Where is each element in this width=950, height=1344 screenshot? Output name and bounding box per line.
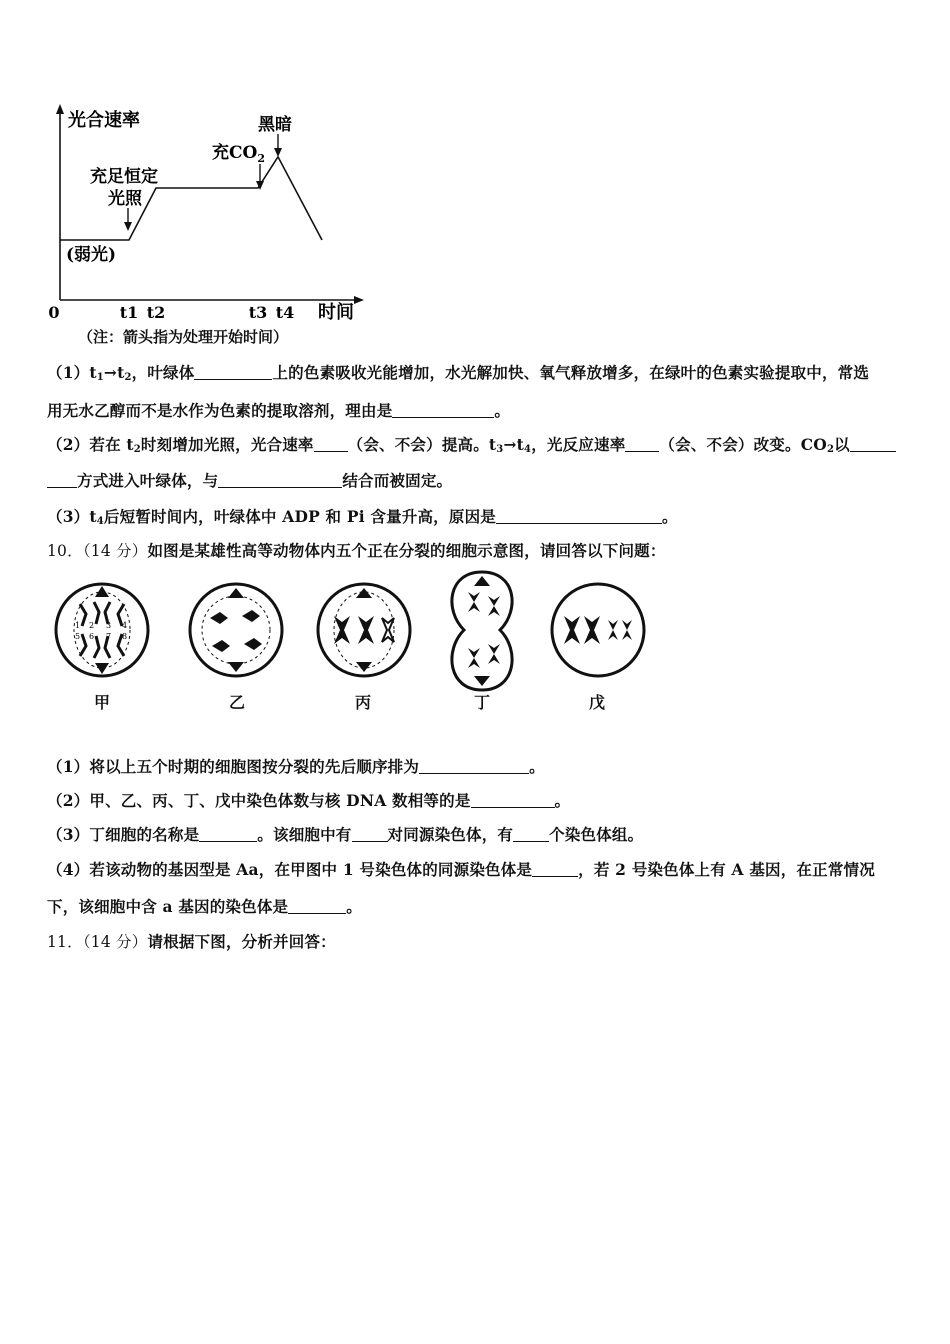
answer-blank[interactable] — [314, 437, 348, 452]
q10-stem: 10．（14 分）如图是某雄性高等动物体内五个正在分裂的细胞示意图，请回答以下问题： — [47, 541, 666, 560]
cell-jia — [56, 584, 148, 676]
figure-note: （注：箭头指为处理开始时间） — [78, 328, 289, 346]
x-axis-arrow — [354, 296, 364, 304]
q9-part2-line1: （2）若在 $t_2$时刻增加光照，光合速率 （会、不会）提高。$t_3\to t_4$，光反应速率 （会、不会）改变。$CO_2$以 — [47, 433, 896, 455]
q9-part2-line2: 方式进入叶绿体，与 结合而被固定。 — [47, 469, 452, 491]
chrom-num-1: 1 — [75, 621, 81, 630]
answer-blank[interactable] — [419, 759, 529, 774]
q11-stem: 11．（14 分）请根据下图，分析并回答： — [47, 932, 336, 951]
chrom-num-6: 6 — [89, 632, 95, 641]
chrom-num-8: 8 — [122, 632, 128, 641]
tick-t4: t4 — [275, 303, 295, 322]
answer-blank[interactable] — [218, 473, 342, 488]
answer-blank[interactable] — [392, 403, 494, 418]
chrom-num-2: 2 — [89, 621, 95, 630]
co2-label: 充$CO_2$ — [212, 143, 265, 165]
y-axis-arrow — [56, 104, 64, 114]
dark-label: 黑暗 — [258, 115, 292, 135]
light-label-line1: 充足恒定 — [90, 167, 158, 187]
q10-part1: （1）将以上五个时期的细胞图按分裂的先后顺序排为 。 — [47, 757, 545, 776]
cell-label-bing: 丙 — [355, 693, 372, 712]
q10-part3: （3）丁细胞的名称是 。该细胞中有 对同源染色体，有 个染色体组。 — [47, 825, 644, 844]
tick-t3: t3 — [248, 303, 268, 322]
q9-part1-line2: 用无水乙醇而不是水作为色素的提取溶剂，理由是 。 — [47, 401, 511, 420]
answer-blank[interactable] — [513, 827, 549, 842]
answer-blank[interactable] — [199, 827, 257, 842]
answer-blank[interactable] — [352, 827, 388, 842]
chrom-num-3: 3 — [106, 621, 112, 630]
chrom-num-5: 5 — [75, 632, 81, 641]
tick-0: 0 — [48, 303, 60, 322]
cell-label-ding: 丁 — [474, 693, 491, 712]
answer-blank[interactable] — [850, 437, 896, 452]
cell-label-yi: 乙 — [229, 693, 246, 712]
x-axis-label: 时间 — [318, 302, 354, 323]
answer-blank[interactable] — [194, 365, 272, 380]
q10-part4-line2: 下，该细胞中含 a 基因的染色体是 。 — [47, 897, 362, 916]
light-arrow-head — [124, 222, 132, 231]
cell-ding — [452, 572, 512, 690]
tick-t2: t2 — [146, 303, 166, 322]
q10-part2: （2）甲、乙、丙、丁、戊中染色体数与核 DNA 数相等的是 。 — [47, 791, 571, 810]
chrom-num-7: 7 — [106, 632, 112, 641]
chrom-num-4: 4 — [122, 621, 128, 630]
tick-t1: t1 — [119, 303, 139, 322]
cell-wu — [552, 584, 644, 676]
q9-part1-line1: $(1)t_1\to t_2$，叶绿体 上的色素吸收光能增加，水光解加快、氧气释放增多，在绿叶的色素实验提取中，常选 — [47, 363, 870, 383]
q9-part3: $(3)t_4$后短暂时间内，叶绿体中 ADP 和 Pi 含量升高，原因是 。 — [47, 507, 678, 527]
light-label-line2: 光照 — [108, 189, 142, 209]
y-axis-label: 光合速率 — [68, 110, 140, 131]
photosynthesis-rate-chart — [40, 100, 380, 325]
answer-blank[interactable] — [288, 899, 346, 914]
q10-part4-line1: （4）若该动物的基因型是 Aa，在甲图中 1 号染色体的同源染色体是 ，若 2 号染色体上有 A 基因，在正常情况 — [47, 860, 875, 879]
answer-blank[interactable] — [496, 509, 662, 524]
cell-label-jia: 甲 — [94, 693, 111, 712]
answer-blank[interactable] — [471, 793, 555, 808]
weak-light-label: (弱光) — [66, 245, 117, 265]
cell-bing — [318, 584, 410, 676]
cell-yi — [190, 584, 282, 676]
answer-blank[interactable] — [625, 437, 659, 452]
dark-arrow-head — [274, 148, 282, 157]
cell-label-wu: 戊 — [589, 693, 606, 712]
answer-blank[interactable] — [47, 473, 77, 488]
answer-blank[interactable] — [532, 862, 578, 877]
